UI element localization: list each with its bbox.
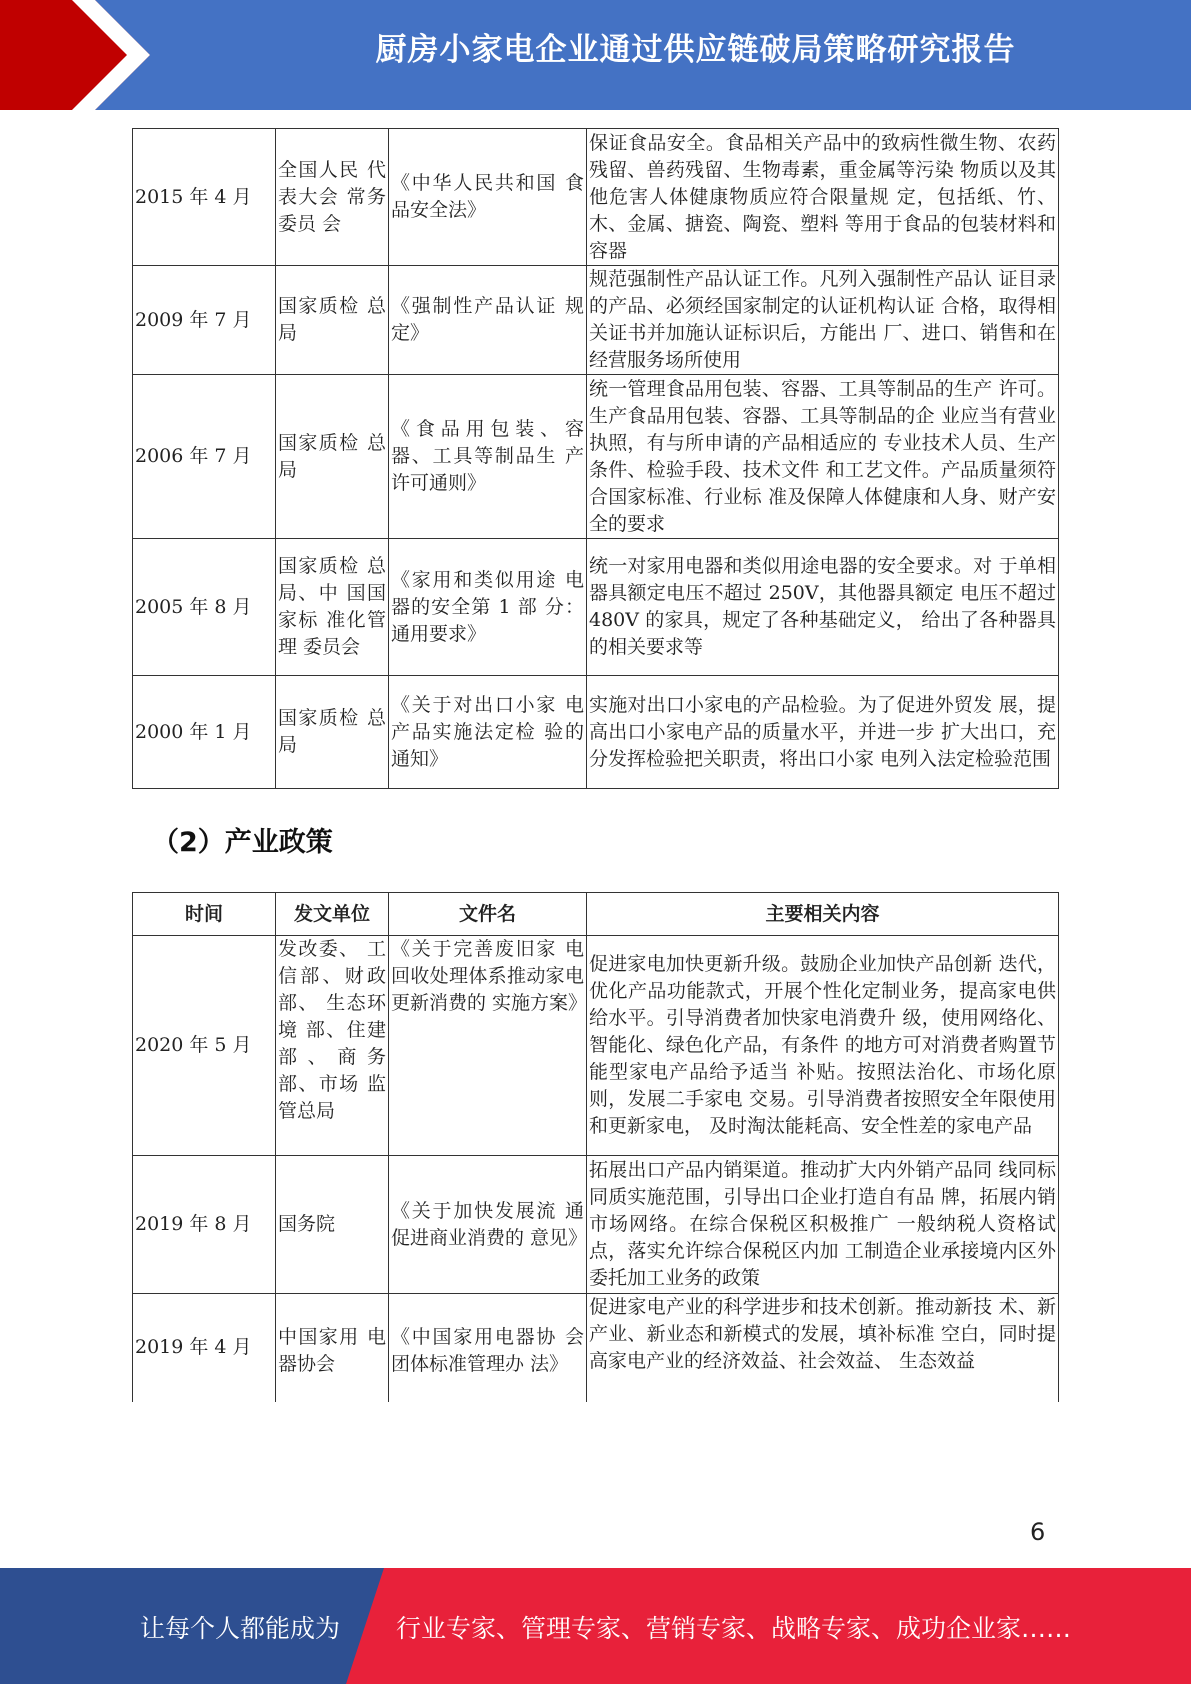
cell-document: 《关于完善废旧家 电回收处理体系推动家电更新消费的 实施方案》 [389,936,587,1156]
table-row [133,936,1059,1156]
cell-document: 《中国家用电器协 会团体标准管理办 法》 [389,1294,587,1402]
cell-date: 2009 年 7 月 [133,266,276,375]
table-row [133,539,1059,676]
cell-issuer: 国家质检 总局、中 国国家标 准化管理 委员会 [276,539,389,676]
table-row [133,1156,1059,1294]
cell-issuer: 发改委、 工信部、财政部、 生态环境 部、住建部、商务部、市场 监管总局 [276,936,389,1156]
cell-date: 2019 年 8 月 [133,1156,276,1294]
column-header-issuer: 发文单位 [276,893,389,936]
cell-date: 2019 年 4 月 [133,1294,276,1402]
cell-issuer: 中国家用 电器协会 [276,1294,389,1402]
column-header-content: 主要相关内容 [587,893,1059,936]
footer-slogan-right: 行业专家、管理专家、营销专家、战略专家、成功企业家…… [396,1614,1072,1643]
page-number: 6 [1030,1518,1046,1546]
footer-slogan-left: 让每个人都能成为 [140,1614,341,1643]
cell-content: 促进家电加快更新升级。鼓励企业加快产品创新 迭代，优化产品功能款式，开展个性化定制业务，提高家电供给水平。引导消费者加快家电消费升 级，使用网络化、智能化、绿色化产品，有条件 的地方可对消费者购置节能型家电产品给予适当 补贴。按照法治化、市场化原则，发展二手家电 交易。引导消费者按照安全年限使用和更新家电， 及时淘汰能耗高、安全性差的家电产品 [587,936,1059,1156]
cell-content: 规范强制性产品认证工作。凡列入强制性产品认 证目录的产品、必须经国家制定的认证机构认证 合格，取得相关证书并加施认证标识后，方能出 厂、进口、销售和在经营服务场所使用 [587,266,1059,375]
cell-date: 2006 年 7 月 [133,375,276,539]
cell-document: 《关于加快发展流 通促进商业消费的 意见》 [389,1156,587,1294]
table-row [133,266,1059,375]
page-footer [0,1568,1191,1684]
cell-date: 2000 年 1 月 [133,676,276,789]
cell-issuer: 全国人民 代表大会 常务委员 会 [276,129,389,266]
table-row [133,676,1059,789]
regulation-table [132,128,1059,789]
table-header-row [133,893,1059,936]
table-row [133,129,1059,266]
cell-issuer: 国家质检 总局 [276,266,389,375]
cell-content: 拓展出口产品内销渠道。推动扩大内外销产品同 线同标同质实施范围，引导出口企业打造自有品 牌，拓展内销市场网络。在综合保税区积极推广 一般纳税人资格试点，落实允许综合保税区内加 工制造企业承接境内区外委托加工业务的政策 [587,1156,1059,1294]
cell-content: 统一对家用电器和类似用途电器的安全要求。对 于单相器具额定电压不超过 250V，其他器具额定 电压不超过 480V 的家具，规定了各种基础定义， 给出了各种器具的相关要求等 [587,539,1059,676]
cell-document: 《强制性产品认证 规定》 [389,266,587,375]
cell-document: 《关于对出口小家 电产品实施法定检 验的通知》 [389,676,587,789]
cell-content: 保证食品安全。食品相关产品中的致病性微生物、农药残留、兽药残留、生物毒素，重金属等污染 物质以及其他危害人体健康物质应符合限量规 定，包括纸、竹、木、金属、搪瓷、陶瓷、塑料 等用于食品的包装材料和容器 [587,129,1059,266]
cell-date: 2005 年 8 月 [133,539,276,676]
cell-date: 2015 年 4 月 [133,129,276,266]
cell-issuer: 国家质检 总局 [276,375,389,539]
column-header-document: 文件名 [389,893,587,936]
cell-document: 《中华人民共和国 食品安全法》 [389,129,587,266]
cell-document: 《食品用包装、容 器、工具等制品生 产许可通则》 [389,375,587,539]
section-heading: （2）产业政策 [152,827,333,858]
cell-content: 促进家电产业的科学进步和技术创新。推动新技 术、新产业、新业态和新模式的发展，填补标准 空白，同时提高家电产业的经济效益、社会效益、 生态效益 [587,1294,1059,1402]
cell-issuer: 国家质检 总局 [276,676,389,789]
cell-issuer: 国务院 [276,1156,389,1294]
industry-policy-table [132,892,1059,1402]
page-header [0,0,1191,110]
column-header-date: 时间 [133,893,276,936]
cell-content: 实施对出口小家电的产品检验。为了促进外贸发 展，提高出口小家电产品的质量水平，并进一步 扩大出口，充分发挥检验把关职责，将出口小家 电列入法定检验范围 [587,676,1059,789]
report-title: 厨房小家电企业通过供应链破局策略研究报告 [375,32,1016,68]
cell-content: 统一管理食品用包装、容器、工具等制品的生产 许可。生产食品用包装、容器、工具等制品的企 业应当有营业执照，有与所申请的产品相适应的 专业技术人员、生产条件、检验手段、技术文件 和工艺文件。产品质量须符合国家标准、行业标 准及保障人体健康和人身、财产安全的要求 [587,375,1059,539]
cell-document: 《家用和类似用途 电器的安全第 1 部 分：通用要求》 [389,539,587,676]
cell-date: 2020 年 5 月 [133,936,276,1156]
table-row [133,375,1059,539]
table-row [133,1294,1059,1402]
